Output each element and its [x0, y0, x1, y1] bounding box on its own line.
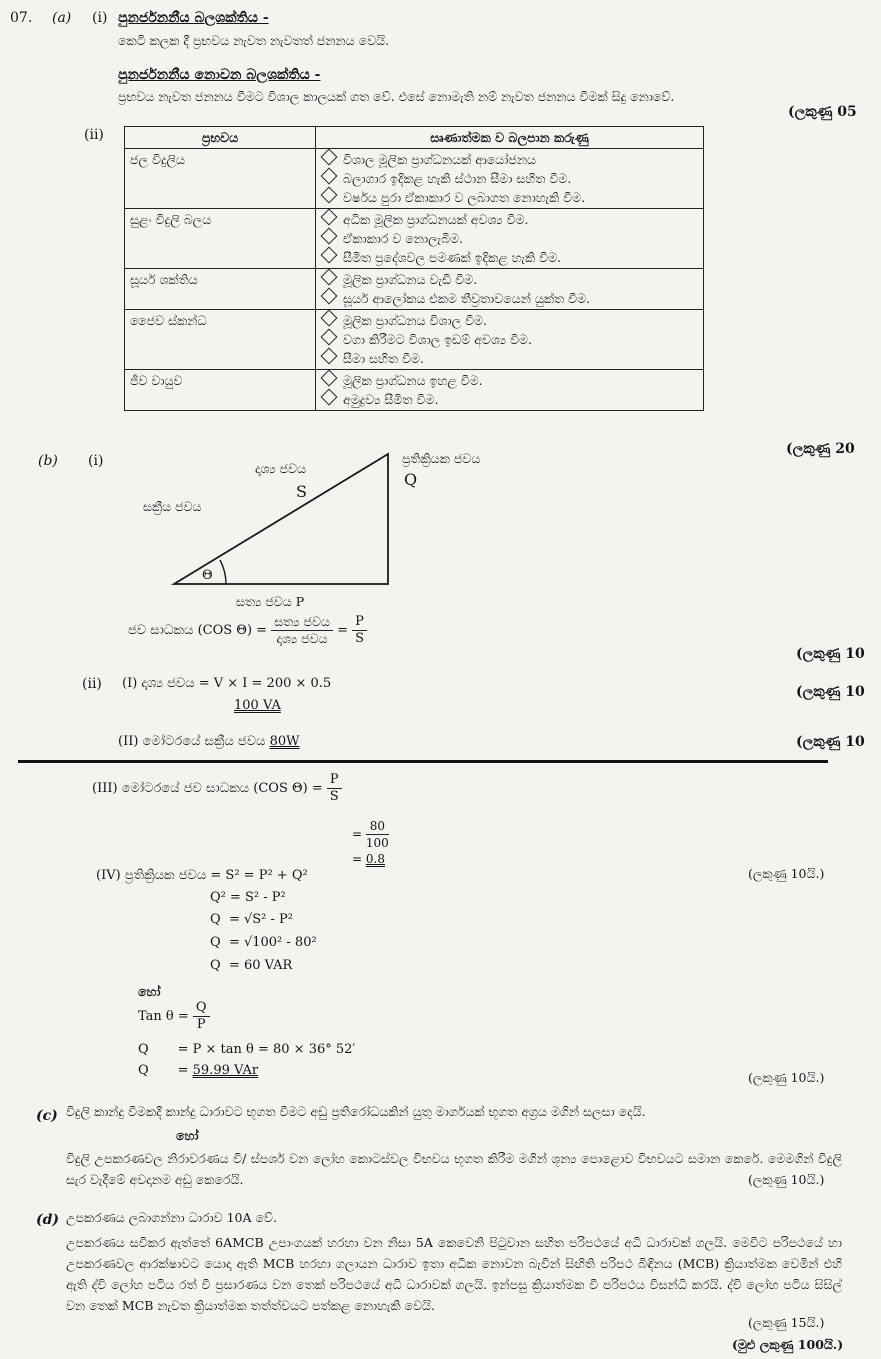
question-number: 07.: [10, 10, 33, 26]
motor-pf-step: = $\frac{80}{100}$: [352, 819, 389, 850]
real-power-label: සත්‍ය ජවය P: [236, 594, 305, 609]
source-cell: ජල විදුලිය: [125, 149, 316, 209]
list-item: මූලික ප්‍රාග්ධනය විශාල වීම.: [321, 311, 698, 330]
source-cell: ජෛව ස්කන්ධ: [125, 310, 316, 370]
part-d-line1: උපකරණය ලබාගන්නා ධාරාව 10A වේ.: [66, 1210, 277, 1225]
part-a-ii-label: (ii): [84, 127, 104, 143]
active-power-line: (II) මෝටරයේ සක්‍රීය ජවය 80W: [118, 734, 300, 749]
renewable-text: කෙටි කලක දී ප්‍රභවය නැවත නැවතත් ජනනය වෙයි.: [118, 33, 390, 48]
diamond-bullet-icon: [321, 310, 338, 327]
table-row: [125, 209, 704, 269]
list-item: සූර්ය ආලෝකය එකම තීව්‍රතාවයෙන් යුක්ත වීම.: [321, 289, 698, 308]
list-item: මූලික ප්‍රාග්ධනය වැඩි වීම.: [321, 270, 698, 289]
energy-source-table: [124, 126, 704, 411]
nonrenewable-title: පුනර්ජනනීය නොවන බලශක්තිය -: [118, 67, 321, 83]
tan-formula: Tan θ = $\frac{Q}{P}$: [138, 1000, 210, 1033]
active-power-result: 80W: [269, 734, 300, 749]
list-item: අමුද්‍රව්‍ය සීමිත වීම.: [321, 390, 698, 409]
diamond-bullet-icon: [321, 370, 338, 387]
apparent-power-result: 100 VA: [234, 698, 281, 713]
part-a-label: (a): [52, 10, 72, 26]
diamond-bullet-icon: [321, 247, 338, 264]
diamond-bullet-icon: [321, 329, 338, 346]
q-label: Q: [404, 470, 418, 489]
list-item: බලාගාර ඉදිකළ හැකි ස්ථාන සීමා සහිත වීම.: [321, 169, 698, 188]
marks-c: (ලකුණු 10යි.): [748, 1172, 825, 1187]
list-item: ඒකාකාර ව නොලැබීම.: [321, 229, 698, 248]
list-item: වගා කිරීමට විශාල ඉඩම් අවශ්‍ය වීම.: [321, 330, 698, 349]
theta-label: Θ: [202, 568, 213, 583]
part-b-i-label: (i): [88, 453, 104, 469]
diamond-bullet-icon: [321, 187, 338, 204]
marks-b-ii-tan: (ලකුණු 10යි.): [748, 1070, 825, 1085]
page-divider: [18, 760, 828, 763]
list-item: මූලික ප්‍රාග්ධනය ඉහළ වීම.: [321, 371, 698, 390]
part-c-line1: විදුලි කාන්දු වීමකදී කාන්දු ධාරාවට භූගත වීමට අඩු ප්‍රතිරෝධයකින් යුතු මාර්ගයක් භූගත අග්‍රය මගින් සලසා දෙයි.: [66, 1104, 646, 1119]
marks-a-ii: (ලකුණු 20: [786, 441, 855, 457]
power-factor-formula: ජව සාධකය (COS Θ) = $\frac{\text{සත්‍ය ජවය}}{\text{දෘශ්‍ය ජවය}}$ = $\frac{P}{S}$: [128, 614, 367, 647]
diamond-bullet-icon: [321, 269, 338, 286]
or-label-c: හෝ: [176, 1128, 199, 1143]
source-cell: සුළං විදුලි බලය: [125, 209, 316, 269]
apparent-power-calc: (I) දෘශ්‍ය ජවය = V × I = 200 × 0.5: [122, 676, 332, 691]
s-label: S: [296, 482, 307, 501]
part-d-label: (d): [36, 1212, 60, 1228]
nonrenewable-text: ප්‍රභවය නැවත ජනනය වීමට විශාල කාලයක් ගත වේ. එසේ නොමැති නම් නැවත ජනනය වීමක් සිදු නොවේ.: [118, 89, 675, 104]
motor-power-factor-calc: (III) මෝටරයේ ජව සාධකය (COS Θ) = $\frac{P}{S}$: [92, 772, 342, 805]
table-row: [125, 370, 704, 411]
tan-step-1: Q = P × tan θ = 80 × 36° 52′: [138, 1042, 356, 1057]
factors-cell: [316, 269, 704, 310]
marks-b-ii-ii: (ලකුණු 10: [796, 734, 865, 750]
table-row: [125, 149, 704, 209]
reactive-step-1: Q² = S² - P²: [210, 890, 286, 905]
apparent-power-label: දෘශ්‍ය ජවය: [255, 461, 307, 476]
table-header-factors: සෘණාත්මක ව බලපාන කරුණු: [316, 127, 704, 149]
reactive-step-4: Q = 60 VAR: [210, 958, 293, 973]
active-power-label: සක්‍රීය ජවය: [143, 499, 202, 514]
table-row: [125, 269, 704, 310]
diamond-bullet-icon: [321, 389, 338, 406]
reactive-step-2: Q = √S² - P²: [210, 912, 293, 927]
list-item: සීමිත ප්‍රදේශවල පමණක් ඉදිකළ හැකි වීම.: [321, 248, 698, 267]
list-item: විශාල මූලික ප්‍රාග්ධනයක් ආයෝජනය: [321, 150, 698, 169]
tan-step-2: Q = 59.99 VAr: [138, 1063, 259, 1078]
marks-b-ii-i: (ලකුණු 10: [796, 684, 865, 700]
factors-cell: [316, 370, 704, 411]
reactive-power-calc: (IV) ප්‍රතික්‍රියක ජවය = S² = P² + Q²: [96, 868, 308, 883]
factors-cell: [316, 310, 704, 370]
list-item: සීමා සහිත වීම.: [321, 349, 698, 368]
factors-cell: [316, 149, 704, 209]
table-header-source: ප්‍රභවය: [125, 127, 316, 149]
source-cell: ජීව වායුව: [125, 370, 316, 411]
reactive-power-label: ප්‍රතික්‍රියක ජවය: [402, 451, 481, 466]
list-item: අධික මූලික ප්‍රාග්ධනයක් අවශ්‍ය වීම.: [321, 210, 698, 229]
or-label-b: හෝ: [138, 984, 161, 999]
marks-b-i: (ලකුණු 10: [796, 646, 865, 662]
total-marks: (මුළු ලකුණු 100යි.): [732, 1337, 844, 1352]
source-cell: සූර්ය ශක්තිය: [125, 269, 316, 310]
diamond-bullet-icon: [321, 348, 338, 365]
table-row: [125, 310, 704, 370]
diamond-bullet-icon: [321, 288, 338, 305]
marks-a-i: (ලකුණු 05: [788, 104, 857, 120]
diamond-bullet-icon: [321, 209, 338, 226]
diamond-bullet-icon: [321, 168, 338, 185]
part-d-paragraph: උපකරණය සවිකර ඇත්තේ 6AMCB උපාංගයක් හරහා වන නිසා 5A කෙවෙනි පිටුවාන සහිත පරිපථයේ අධි ධාරාවක් ගලයි. මෙවිට පරිපථයේ හා උපකරණවල ආරක්ෂාවට යොදා ඇති MCB හරහා ගලායන ධාරාව ඉතා අධික නොවන බැවින් සිඟිති පරිපථ බිඳිනය (MCB) ක්‍රියාත්මක වෙමින් එහි ඇති ද්වි ලෝහ පටිය රත් වී ප්‍රසාරණය වන තෙක් පරිපථයේ අධි ධාරාවක් ගලයි. ඉන්පසු ක්‍රියාත්මක වී පරිපථය විසන්ධි කරයි. ද්වි ලෝහ පටිය සිසිල් වන තෙක් MCB නැවත ක්‍රියාත්මක තත්ත්වයට පත්කළ නොහැකි වෙයි.: [66, 1235, 842, 1313]
marks-d: (ලකුණු 15යි.): [748, 1315, 825, 1330]
part-c-label: (c): [36, 1108, 58, 1124]
diamond-bullet-icon: [321, 228, 338, 245]
part-b-ii-label: (ii): [82, 676, 102, 692]
renewable-title: පුනර්ජනනීය බලශක්තිය -: [118, 10, 269, 26]
part-a-i-label: (i): [92, 10, 108, 26]
marks-b-ii-iv: (ලකුණු 10යි.): [748, 866, 825, 881]
diamond-bullet-icon: [321, 149, 338, 166]
reactive-step-3: Q = √100² - 80²: [210, 935, 317, 950]
part-c-paragraph: විදුලි උපකරණවල නිරාවරණය වී/ ස්පර්ශ වන ලෝහ කොටස්වල විභවය භූගත කිරීම මගින් ශූන්‍ය පොළොව විභවයට සමාන කෙරේ. මෙමගින් විදුලි සැර වැදීමේ අවදානම අඩු කෙරෙයි.: [66, 1151, 842, 1187]
list-item: වර්ෂය පුරා ඒකාකාර ව ලබාගත නොහැකි වීම.: [321, 188, 698, 207]
part-b-label: (b): [38, 453, 58, 469]
factors-cell: [316, 209, 704, 269]
motor-pf-result: = 0.8: [352, 852, 385, 866]
